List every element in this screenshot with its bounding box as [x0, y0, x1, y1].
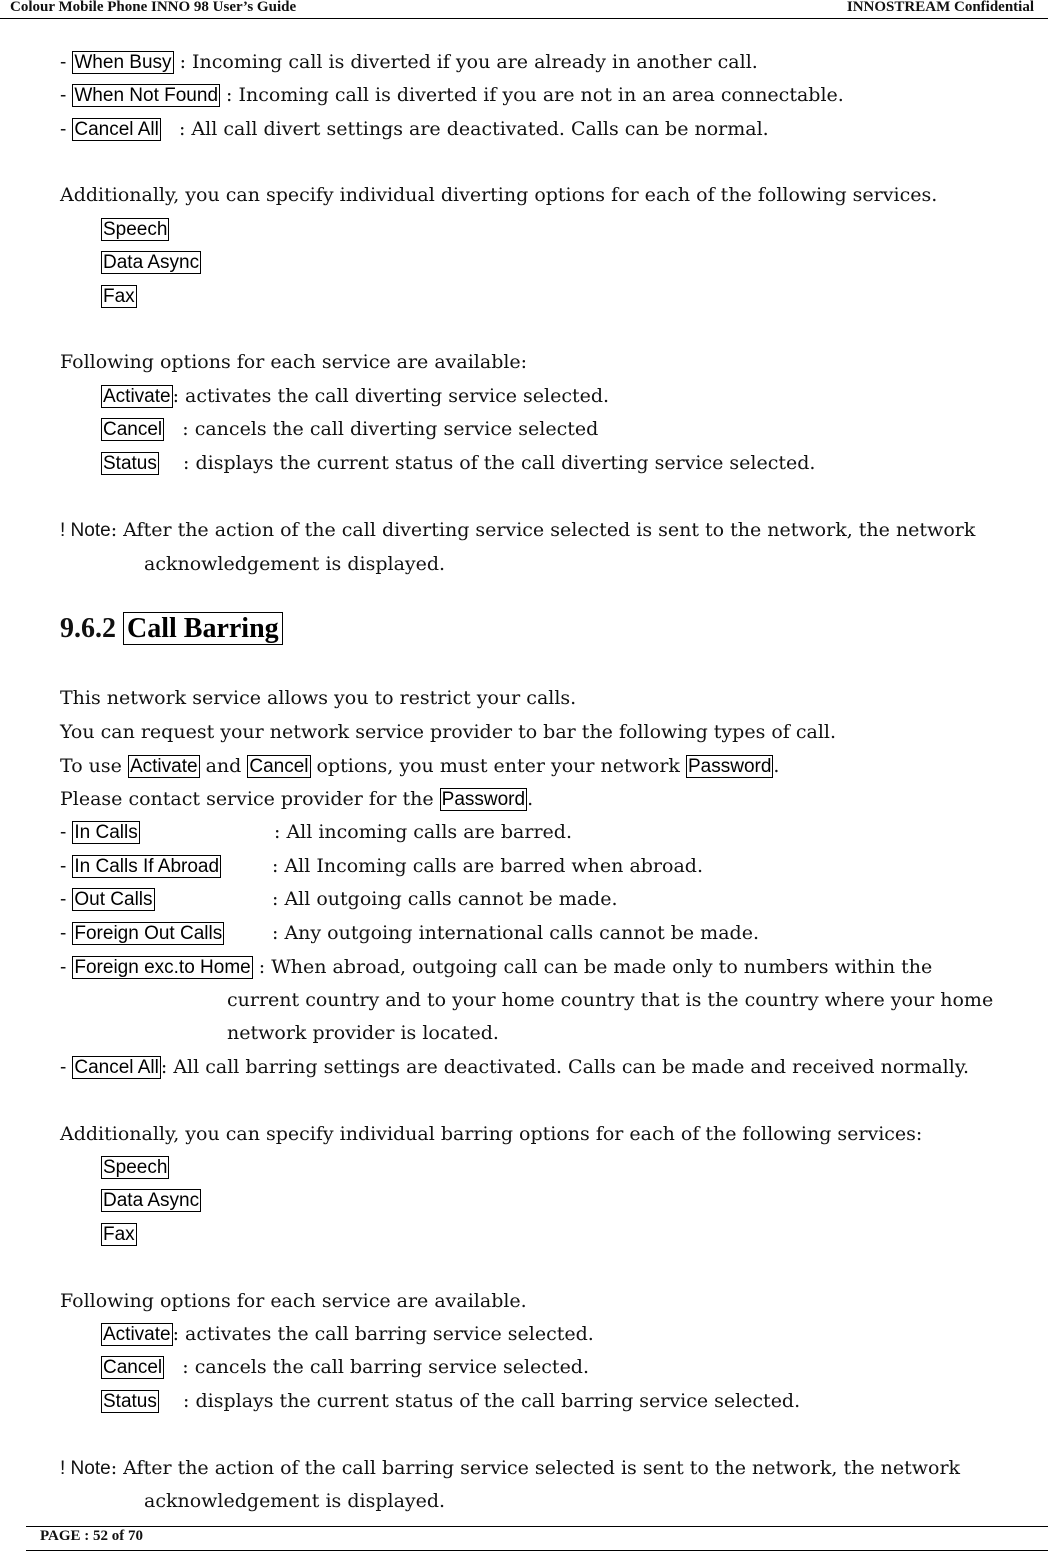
barring-item-in-calls-abroad: - In Calls If Abroad : All Incoming calls are barred when abroad.: [60, 855, 703, 877]
note-label: ! Note: [60, 1458, 111, 1479]
section-number: 9.6.2: [60, 613, 116, 644]
section-heading: [60, 612, 283, 646]
term-when-busy: When Busy: [74, 52, 172, 73]
term-cancel-all: Cancel All: [74, 119, 159, 140]
divert-service-fax: Fax: [103, 286, 135, 307]
divert-item-when-busy: - When Busy : Incoming call is diverted if you are already in another call.: [60, 51, 758, 73]
barring-options-intro: Following options for each service are available.: [60, 1290, 527, 1312]
barring-intro-4: Please contact service provider for the Password .: [60, 788, 534, 810]
barring-services-intro: Additionally, you can specify individual barring options for each of the following services:: [60, 1123, 923, 1145]
divert-note-cont: acknowledgement is displayed.: [144, 553, 446, 575]
divert-note: ! Note: After the action of the call diverting service selected is sent to the network, the network: [60, 519, 976, 541]
barring-item-foreign-out: - Foreign Out Calls : Any outgoing international calls cannot be made.: [60, 922, 759, 944]
page-number: PAGE : 52 of 70: [40, 1528, 144, 1544]
page-header: [0, 0, 1048, 19]
barring-foreign-cont-1: current country and to your home country that is the country where your home: [227, 989, 994, 1011]
barring-service-speech: Speech: [103, 1157, 168, 1178]
divert-item-when-not-found: - When Not Found : Incoming call is diverted if you are not in an area connectable.: [60, 84, 844, 106]
barring-intro-2: You can request your network service provider to bar the following types of call.: [60, 721, 837, 743]
header-confidential: INNOSTREAM Confidential: [846, 0, 1034, 15]
header-title: Colour Mobile Phone INNO 98 User’s Guide: [10, 0, 297, 15]
term-when-not-found: When Not Found: [74, 85, 219, 106]
divert-service-speech: Speech: [103, 219, 168, 240]
note-label: ! Note: [60, 520, 111, 541]
barring-note: ! Note: After the action of the call barring service selected is sent to the network, the network: [60, 1457, 961, 1479]
barring-item-out-calls: - Out Calls : All outgoing calls cannot be made.: [60, 888, 618, 910]
barring-service-data-async: Data Async: [103, 1190, 200, 1211]
barring-item-foreign-home: - Foreign exc.to Home : When abroad, outgoing call can be made only to numbers within the: [60, 956, 933, 978]
divert-services-intro: Additionally, you can specify individual diverting options for each of the following services.: [60, 184, 938, 206]
page-footer: [0, 1526, 1048, 1551]
section-title: Call Barring: [123, 612, 283, 645]
barring-item-cancel-all: - Cancel All : All call barring settings are deactivated. Calls can be made and received normally.: [60, 1056, 970, 1078]
barring-option-activate: Activate : activates the call barring service selected.: [103, 1323, 594, 1345]
barring-foreign-cont-2: network provider is located.: [227, 1022, 499, 1044]
divert-service-data-async: Data Async: [103, 252, 200, 273]
barring-intro-3: To use Activate and Cancel options, you must enter your network Password .: [60, 755, 780, 777]
divert-item-cancel-all: - Cancel All : All call divert settings are deactivated. Calls can be normal.: [60, 118, 769, 140]
barring-option-status: Status : displays the current status of the call barring service selected.: [103, 1390, 801, 1412]
barring-intro-1: This network service allows you to restrict your calls.: [60, 687, 577, 709]
divert-option-status: Status : displays the current status of the call diverting service selected.: [103, 452, 816, 474]
divert-options-intro: Following options for each service are available:: [60, 351, 528, 373]
barring-service-fax: Fax: [103, 1224, 135, 1245]
divert-option-cancel: Cancel : cancels the call diverting service selected: [103, 418, 599, 440]
barring-option-cancel: Cancel : cancels the call barring service selected.: [103, 1356, 590, 1378]
barring-item-in-calls: - In Calls : All incoming calls are barred.: [60, 821, 572, 843]
barring-note-cont: acknowledgement is displayed.: [144, 1490, 446, 1512]
divert-option-activate: Activate : activates the call diverting service selected.: [103, 385, 610, 407]
